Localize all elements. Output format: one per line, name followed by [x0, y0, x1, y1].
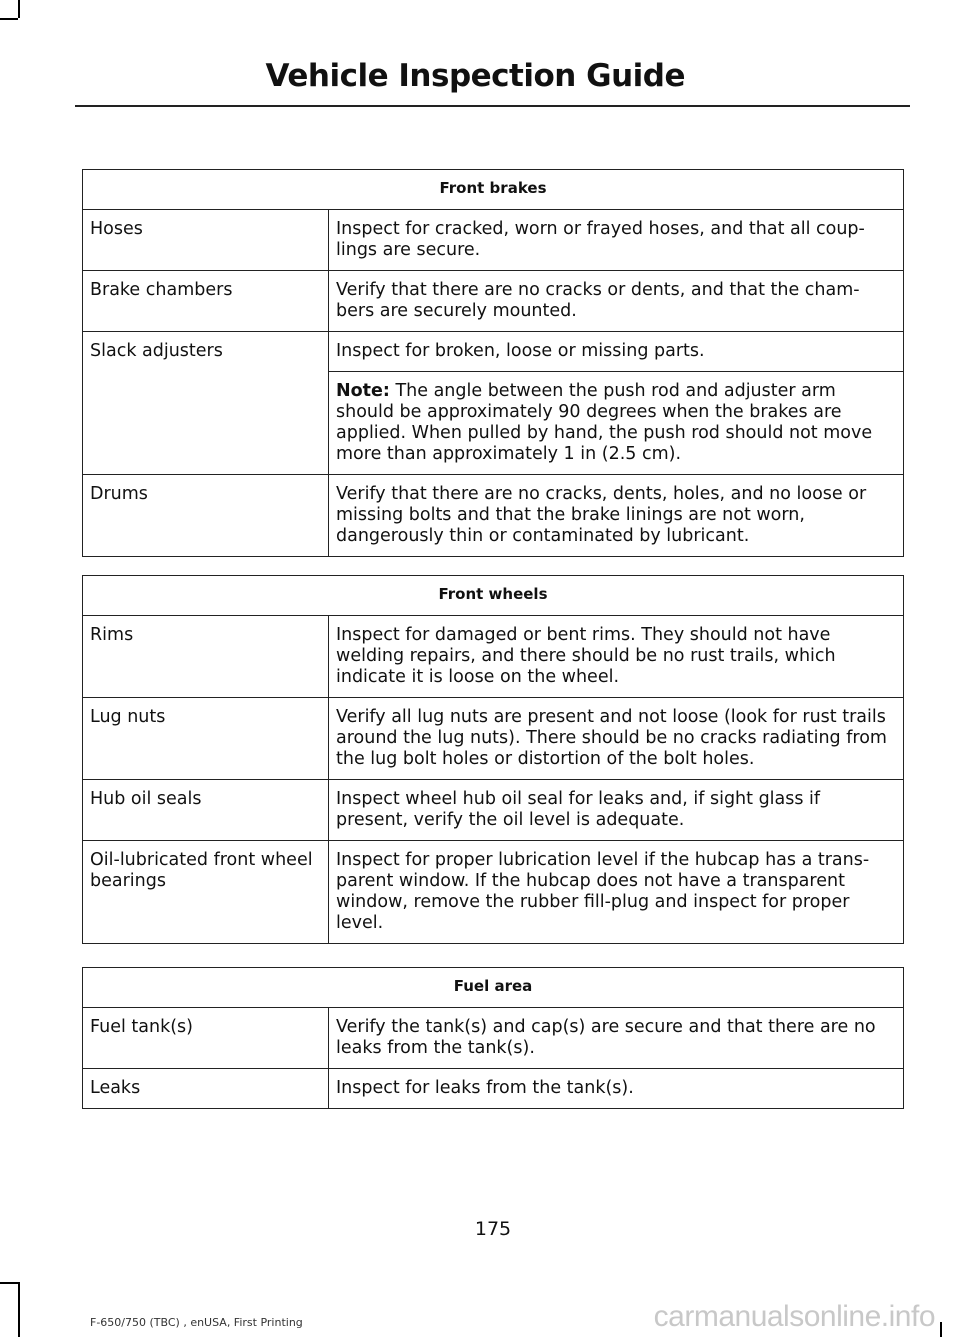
inspection-detail: Inspect for cracked, worn or frayed hoses, and that all coup-lings are secure. — [329, 210, 904, 271]
fuel-area-table — [82, 967, 904, 1109]
empty-cell — [83, 372, 329, 475]
inspection-detail: Verify the tank(s) and cap(s) are secure and that there are no leaks from the tank(s). — [329, 1008, 904, 1069]
table-row — [83, 698, 904, 780]
inspection-item: Rims — [83, 616, 329, 698]
table-row — [83, 780, 904, 841]
table-row — [83, 372, 904, 475]
crop-mark-top-left-h — [0, 18, 18, 20]
crop-mark-top-left-v — [18, 0, 20, 18]
crop-mark-bottom-left-v — [18, 1282, 20, 1337]
page-title: Vehicle Inspection Guide — [265, 58, 685, 94]
inspection-detail: Inspect wheel hub oil seal for leaks and, if sight glass if present, verify the oil level is adequate. — [329, 780, 904, 841]
inspection-detail: Verify all lug nuts are present and not loose (look for rust trails around the lug nuts). There should be no cracks radiating from the lug bolt holes or distortion of the bolt holes. — [329, 698, 904, 780]
note-label: Note: — [336, 381, 390, 401]
table-row — [83, 616, 904, 698]
inspection-item: Oil-lubricated front wheel bearings — [83, 841, 329, 944]
table-row — [83, 841, 904, 944]
crop-mark-bottom-right-v — [940, 1322, 942, 1337]
table-heading: Front wheels — [83, 576, 904, 616]
table-row — [83, 210, 904, 271]
note-cell — [329, 372, 904, 475]
inspection-detail: Inspect for damaged or bent rims. They should not have welding repairs, and there should be no rust trails, which indicate it is loose on the wheel. — [329, 616, 904, 698]
table-heading: Fuel area — [83, 968, 904, 1008]
front-brakes-table — [82, 169, 904, 557]
watermark: carmanualsonline.info — [653, 1300, 935, 1333]
inspection-item: Fuel tank(s) — [83, 1008, 329, 1069]
table-row — [83, 271, 904, 332]
table-row — [83, 475, 904, 557]
inspection-item: Slack adjusters — [83, 332, 329, 372]
table-row — [83, 332, 904, 372]
inspection-item: Hoses — [83, 210, 329, 271]
inspection-item: Lug nuts — [83, 698, 329, 780]
inspection-detail: Inspect for proper lubrication level if the hubcap has a trans-parent window. If the hubcap does not have a transparent window, remove the rubber fill-plug and inspect for proper level. — [329, 841, 904, 944]
title-rule — [75, 105, 910, 107]
front-wheels-table — [82, 575, 904, 944]
crop-mark-bottom-left-h — [0, 1282, 18, 1284]
inspection-detail: Inspect for leaks from the tank(s). — [329, 1069, 904, 1109]
table-row — [83, 1008, 904, 1069]
table-heading: Front brakes — [83, 170, 904, 210]
inspection-detail: Verify that there are no cracks, dents, holes, and no loose or missing bolts and that the brake linings are not worn, dangerously thin or contaminated by lubricant. — [329, 475, 904, 557]
inspection-detail: Inspect for broken, loose or missing parts. — [329, 332, 904, 372]
inspection-item: Leaks — [83, 1069, 329, 1109]
inspection-item: Brake chambers — [83, 271, 329, 332]
footer-text: F-650/750 (TBC) , enUSA, First Printing — [90, 1316, 303, 1329]
inspection-item: Drums — [83, 475, 329, 557]
inspection-item: Hub oil seals — [83, 780, 329, 841]
note-text: The angle between the push rod and adjuster arm should be approximately 90 degrees when the brakes are applied. When pulled by hand, the push rod should not move more than approximately 1 in (2.5 cm). — [336, 381, 873, 464]
table-row — [83, 1069, 904, 1109]
inspection-detail: Verify that there are no cracks or dents, and that the cham-bers are securely mounted. — [329, 271, 904, 332]
page-number: 175 — [474, 1218, 512, 1240]
